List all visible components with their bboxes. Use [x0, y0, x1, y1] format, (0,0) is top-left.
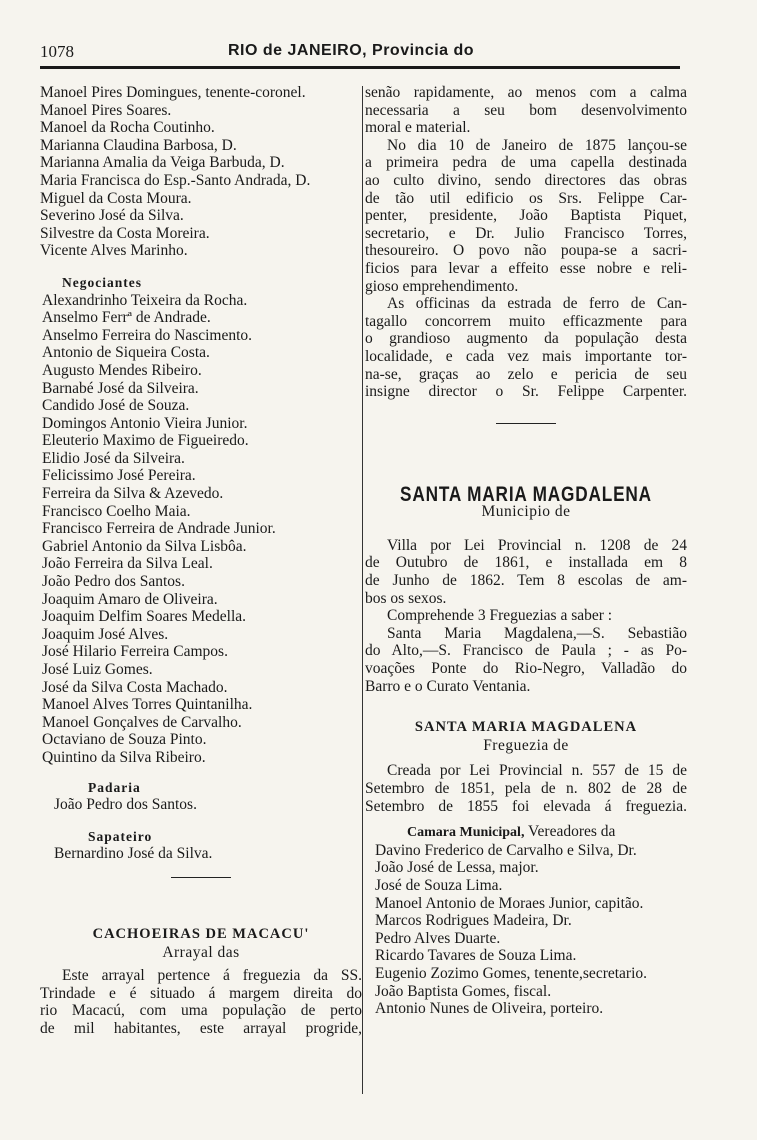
text-line: ao culto divino, sendo directores das obras: [365, 171, 687, 189]
list-item: Augusto Mendes Ribeiro.: [42, 361, 202, 379]
list-item: Francisco Ferreira de Andrade Junior.: [42, 520, 276, 538]
padaria-entry: João Pedro dos Santos.: [54, 796, 197, 814]
list-item: Manoel Pires Soares.: [40, 101, 172, 119]
text-line: Creada por Lei Provincial n. 557 de 15 de: [387, 762, 687, 780]
list-item: Antonio de Siqueira Costa.: [42, 344, 210, 362]
municipio-text: [365, 537, 687, 695]
list-item: Joaquim José Alves.: [42, 625, 169, 643]
list-item: Ferreira da Silva & Azevedo.: [42, 485, 224, 503]
text-line: moral e material.: [365, 119, 471, 137]
text-line: rio Macacú, com uma população de perto: [40, 1002, 362, 1020]
camara-intro: Vereadores da: [524, 823, 616, 841]
text-line: secretario, e Dr. Julio Francisco Torres,: [365, 224, 687, 242]
text-line: Este arrayal pertence á freguezia da SS.: [62, 967, 362, 985]
text-line: As officinas da estrada de ferro de Can-: [387, 295, 687, 313]
list-item: João Baptista Gomes, fiscal.: [375, 982, 552, 1000]
text-line: insigne director o Sr. Felippe Carpenter.: [365, 383, 687, 401]
text-line: voações Ponte do Rio-Negro, Valladão do: [365, 660, 687, 678]
text-line: ficios para levar a effeito esse nobre e reli-: [365, 259, 687, 277]
list-item: Manoel Pires Domingues, tenente-coronel.: [40, 84, 306, 101]
list-item: Quintino da Silva Ribeiro.: [42, 748, 206, 766]
list-item: Marcos Rodrigues Madeira, Dr.: [375, 912, 572, 930]
list-item: José Hilario Ferreira Campos.: [42, 643, 228, 661]
negociantes-heading: Negociantes: [62, 274, 142, 290]
list-item: Elidio José da Silveira.: [42, 449, 185, 467]
list-item: Antonio Nunes de Oliveira, porteiro.: [375, 1000, 604, 1018]
sapateiro-entry: Bernardino José da Silva.: [54, 845, 213, 863]
list-item: Octaviano de Souza Pinto.: [42, 731, 207, 749]
text-line: de Outubro de 1861, e installada em 8: [365, 554, 687, 572]
freguezia-subtitle: Freguezia de: [483, 736, 569, 754]
list-item: Marianna Claudina Barbosa, D.: [40, 136, 237, 154]
text-line: gioso emprehendimento.: [365, 277, 519, 295]
camara-list: [365, 842, 687, 1018]
text-line: de Junho de 1862. Tem 8 escolas de am-: [365, 572, 687, 590]
list-item: João Pedro dos Santos.: [42, 573, 185, 591]
sapateiro-heading: Sapateiro: [88, 828, 153, 844]
list-item: Manoel Gonçalves de Carvalho.: [42, 713, 242, 731]
padaria-heading: Padaria: [88, 779, 141, 795]
continued-text: [365, 84, 687, 401]
list-item: Barnabé José da Silveira.: [42, 379, 199, 397]
list-item: Miguel da Costa Moura.: [40, 189, 192, 207]
list-item: Joaquim Amaro de Oliveira.: [42, 590, 218, 608]
text-line: thesoureiro. O povo não poupa-se a sacri-: [365, 242, 687, 260]
text-line: de tão util edificio os Srs. Felippe Car-: [365, 189, 687, 207]
list-item: Felicissimo José Pereira.: [42, 467, 196, 485]
list-item: Marianna Amalia da Veiga Barbuda, D.: [40, 154, 285, 172]
list-item: João Ferreira da Silva Leal.: [42, 555, 213, 573]
text-line: senão rapidamente, ao menos com a calma: [365, 84, 687, 101]
list-item: Maria Francisca do Esp.-Santo Andrada, D.: [40, 171, 311, 189]
list-item: Candido José de Souza.: [42, 397, 190, 415]
list-item: Alexandrinho Teixeira da Rocha.: [42, 291, 248, 309]
text-line: Trindade e é situado á margem direita do: [40, 984, 362, 1002]
camara-heading: Camara Municipal,: [407, 825, 525, 841]
list-item: João José de Lessa, major.: [375, 859, 539, 877]
section-rule-2: [496, 423, 556, 424]
cachoeiras-subtitle: Arrayal das: [162, 943, 240, 961]
running-title: RIO de JANEIRO, Provincia do: [228, 42, 475, 59]
list-item: Manoel Alves Torres Quintanilha.: [42, 696, 253, 714]
section-rule: [171, 877, 231, 878]
text-line: de mil habitantes, este arrayal progride,: [40, 1019, 362, 1037]
list-item: Joaquim Delfim Soares Medella.: [42, 608, 247, 626]
list-item: Manoel Antonio de Moraes Junior, capitão.: [375, 894, 644, 912]
text-line: Santa Maria Magdalena,—S. Sebastião: [387, 624, 687, 642]
text-line: Barro e o Curato Ventania.: [365, 677, 531, 695]
text-line: a primeira pedra de uma capella destinada: [365, 154, 687, 172]
cachoeiras-title: CACHOEIRAS DE MACACU': [92, 925, 310, 942]
municipio-title: SANTA MARIA MAGDALENA: [400, 482, 652, 506]
text-line: na-se, graças ao zelo e pericia de seu: [365, 365, 687, 383]
text-line: Villa por Lei Provincial n. 1208 de 24: [387, 536, 687, 554]
list-item: Manoel da Rocha Coutinho.: [40, 119, 215, 137]
list-item: Silvestre da Costa Moreira.: [40, 224, 210, 242]
list-item: Ricardo Tavares de Souza Lima.: [375, 947, 577, 965]
cachoeiras-text: [40, 967, 362, 1037]
left-column: [40, 84, 362, 1038]
list-item: José da Silva Costa Machado.: [42, 678, 228, 696]
text-line: localidade, e cada vez mais importante tor-: [365, 347, 687, 365]
camara-line: [365, 823, 687, 842]
text-line: Setembro de 1855 foi elevada á freguezia.: [365, 797, 687, 815]
page-number: 1078: [40, 42, 74, 61]
list-item: Davino Frederico de Carvalho e Silva, Dr.: [375, 841, 637, 859]
text-line: No dia 10 de Janeiro de 1875 lançou-se: [387, 136, 687, 154]
text-line: Setembro de 1851, pela de n. 802 de 28 de: [365, 780, 687, 797]
text-line: bos os sexos.: [365, 589, 447, 607]
list-item: Gabriel Antonio da Silva Lisbôa.: [42, 537, 247, 555]
list-item: José de Souza Lima.: [375, 876, 503, 894]
list-item: Vicente Alves Marinho.: [40, 242, 188, 260]
running-header: [40, 42, 720, 66]
list-item: Anselmo Ferreira do Nascimento.: [42, 326, 253, 344]
column-divider: [362, 86, 363, 1094]
text-line: o grandioso augmento da população desta: [365, 330, 687, 348]
freguezia-title: SANTA MARIA MAGDALENA: [414, 719, 638, 736]
negociantes-list: [40, 292, 362, 767]
municipio-subtitle: Municipio de: [481, 503, 571, 521]
text-line: penter, presidente, João Baptista Piquet,: [365, 207, 687, 225]
list-item: Anselmo Ferrª de Andrade.: [42, 309, 211, 327]
list-item: Eleuterio Maximo de Figueiredo.: [42, 432, 249, 450]
text-line: tagallo concorrem muito efficazmente para: [365, 312, 687, 330]
list-item: Eugenio Zozimo Gomes, tenente,secretario.: [375, 964, 648, 982]
list-item: Severino José da Silva.: [40, 207, 184, 225]
list-item: Domingos Antonio Vieira Junior.: [42, 414, 248, 432]
list-item: Pedro Alves Duarte.: [375, 929, 501, 947]
freguezia-text: [365, 762, 687, 815]
header-rule: [40, 66, 680, 69]
text-line: Comprehende 3 Freguezias a saber :: [387, 607, 613, 625]
text-line: do Alto,—S. Francisco de Paula ; - as Po-: [365, 642, 687, 660]
list-item: Francisco Coelho Maia.: [42, 502, 191, 520]
text-line: necessaria a seu bom desenvolvimento: [365, 101, 687, 119]
right-column: [365, 84, 687, 1018]
list-item: José Luiz Gomes.: [42, 661, 153, 678]
residents-list: [40, 84, 362, 260]
